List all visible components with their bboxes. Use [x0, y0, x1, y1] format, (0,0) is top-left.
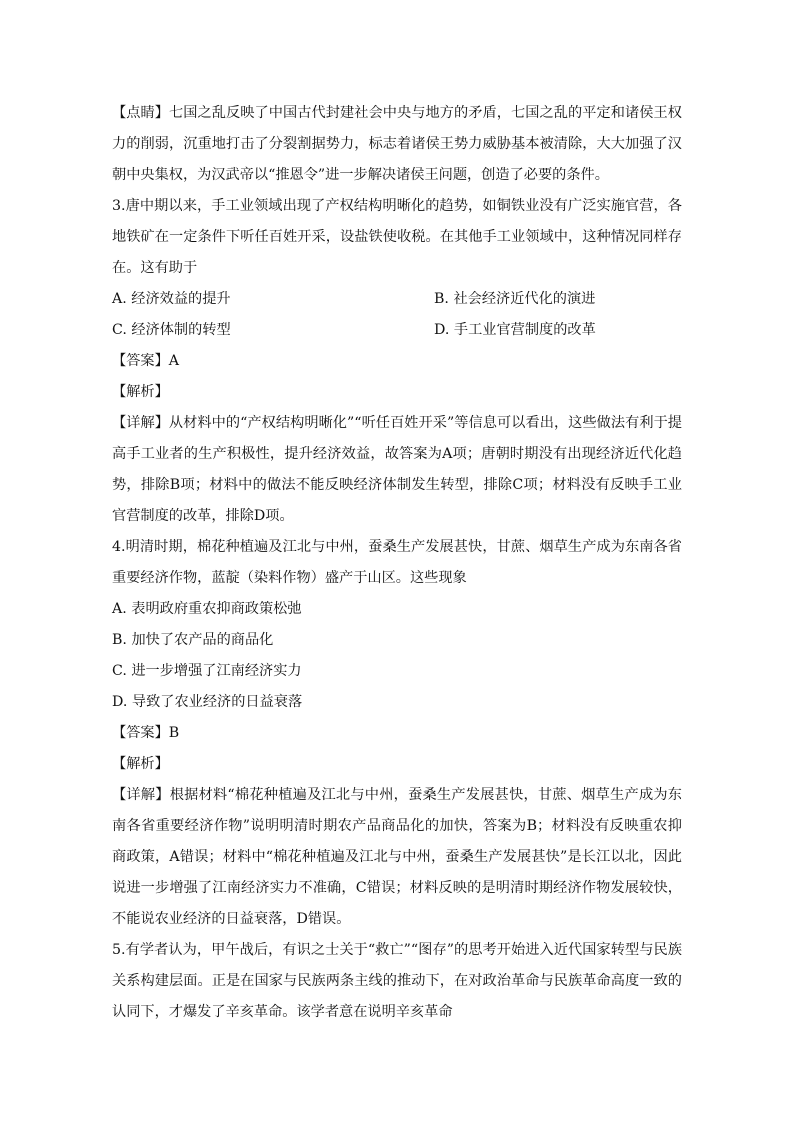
q5-stem: 5.有学者认为，甲午战后，有识之士关于“救亡”“图存”的思考开始进入近代国家转型与民族关系构建层面。正是在国家与民族两条主线的推动下，在对政治革命与民族革命高度一致的认同下，才爆发了辛亥革命。该学者意在说明辛亥革命 [112, 942, 682, 1020]
q3-option-d: D. 手工业官营制度的改革 [434, 322, 596, 338]
dianjing-paragraph: 【点睛】七国之乱反映了中国古代封建社会中央与地方的矛盾，七国之乱的平定和诸侯王权力的削弱，沉重地打击了分裂割据势力，标志着诸侯王势力威胁基本被清除，大大加强了汉朝中央集权，为汉武帝以“推恩令”进一步解决诸侯王问题，创造了必要的条件。 [112, 105, 682, 183]
q3-answer: 【答案】A [112, 353, 179, 369]
page-content [112, 98, 682, 1028]
q3-options-row-2 [112, 315, 682, 346]
q4-stem: 4.明清时期，棉花种植遍及江北与中州，蚕桑生产发展甚快，甘蔗、烟草生产成为东南各省重要经济作物，蓝靛（染料作物）盛产于山区。这些现象 [112, 539, 682, 586]
q3-options-row-1 [112, 284, 682, 315]
q4-jiexi-label: 【解析】 [112, 756, 169, 772]
q3-option-a: A. 经济效益的提升 [112, 291, 231, 307]
q3-option-c: C. 经济体制的转型 [112, 322, 231, 338]
q3-option-b: B. 社会经济近代化的演进 [434, 291, 596, 307]
q4-option-b: B. 加快了农产品的商品化 [112, 632, 274, 648]
q4-option-a: A. 表明政府重农抑商政策松弛 [112, 601, 302, 617]
q4-detail: 【详解】根据材料“棉花种植遍及江北与中州，蚕桑生产发展甚快，甘蔗、烟草生产成为东南各省重要经济作物”说明明清时期农产品商品化的加快，答案为B；材料没有反映重农抑商政策，A错误；材料中“棉花种植遍及江北与中州，蚕桑生产发展甚快”是长江以北，因此说进一步增强了江南经济实力不准确，C错误；材料反映的是明清时期经济作物发展较快，不能说农业经济的日益衰落，D错误。 [112, 787, 682, 927]
q4-answer: 【答案】B [112, 725, 180, 741]
q3-detail: 【详解】从材料中的“产权结构明晰化”“听任百姓开采”等信息可以看出，这些做法有利于提高手工业者的生产积极性，提升经济效益，故答案为A项；唐朝时期没有出现经济近代化趋势，排除B项；材料中的做法不能反映经济体制发生转型，排除C项；材料没有反映手工业官营制度的改革，排除D项。 [112, 415, 682, 524]
q3-stem: 3.唐中期以来，手工业领域出现了产权结构明晰化的趋势，如铜铁业没有广泛实施官营，各地铁矿在一定条件下听任百姓开采，设盐铁使收税。在其他手工业领域中，这种情况同样存在。这有助于 [112, 198, 682, 276]
q4-option-d: D. 导致了农业经济的日益衰落 [112, 694, 303, 710]
q3-jiexi-label: 【解析】 [112, 384, 169, 400]
q4-option-c: C. 进一步增强了江南经济实力 [112, 663, 302, 679]
